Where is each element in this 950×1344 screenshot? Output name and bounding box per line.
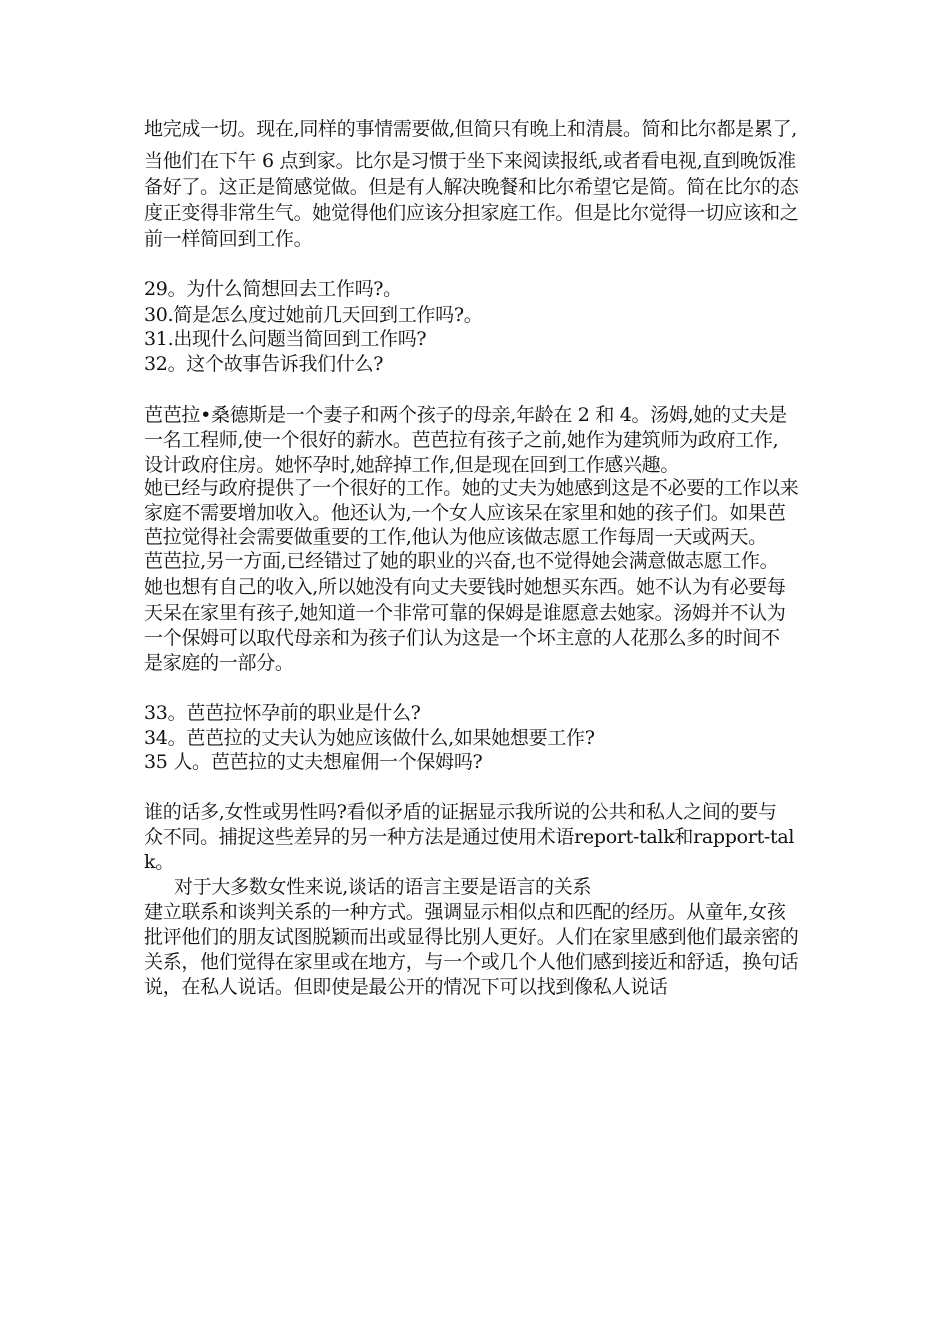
paragraph-line: 地完成一切。现在,同样的事情需要做,但简只有晚上和清晨。简和比尔都是累了, — [144, 118, 798, 140]
paragraph-line: 一名工程师,使一个很好的薪水。芭芭拉有孩子之前,她作为建筑师为政府工作, — [144, 429, 779, 451]
paragraph-line: 备好了。这正是简感觉做。但是有人解决晚餐和比尔希望它是简。简在比尔的态 — [144, 176, 799, 198]
paragraph-line: 她已经与政府提供了一个很好的工作。她的丈夫为她感到这是不必要的工作以来 — [144, 477, 799, 499]
question-34: 34。芭芭拉的丈夫认为她应该做什么,如果她想要工作? — [144, 727, 595, 749]
paragraph-line: 是家庭的一部分。 — [144, 652, 294, 674]
paragraph-line: 芭芭拉,另一方面,已经错过了她的职业的兴奋,也不觉得她会满意做志愿工作。 — [144, 550, 779, 572]
paragraph-line: 关系，他们觉得在家里或在地方，与一个或几个人他们感到接近和舒适，换句话 — [144, 951, 799, 973]
question-35: 35 人。芭芭拉的丈夫想雇佣一个保姆吗? — [144, 751, 483, 773]
paragraph-line: 家庭不需要增加收入。他还认为,一个女人应该呆在家里和她的孩子们。如果芭 — [144, 502, 786, 524]
paragraph-line: 说，在私人说话。但即使是最公开的情况下可以找到像私人说话 — [144, 976, 668, 998]
paragraph-line: k。 — [144, 851, 174, 873]
paragraph-line: 天呆在家里有孩子,她知道一个非常可靠的保姆是谁愿意去她家。汤姆并不认为 — [144, 602, 786, 624]
paragraph-line: 度正变得非常生气。她觉得他们应该分担家庭工作。但是比尔觉得一切应该和之 — [144, 202, 799, 224]
question-33: 33。芭芭拉怀孕前的职业是什么? — [144, 702, 421, 724]
paragraph-line: 谁的话多,女性或男性吗?看似矛盾的证据显示我所说的公共和私人之间的要与 — [144, 801, 777, 823]
paragraph-line: 批评他们的朋友试图脱颖而出或显得比别人更好。人们在家里感到他们最亲密的 — [144, 926, 799, 948]
question-32: 32。这个故事告诉我们什么? — [144, 353, 384, 375]
paragraph-line: 她也想有自己的收入,所以她没有向丈夫要钱时她想买东西。她不认为有必要每 — [144, 576, 786, 598]
paragraph-line: 一个保姆可以取代母亲和为孩子们认为这是一个坏主意的人花那么多的时间不 — [144, 627, 780, 649]
paragraph-line: 设计政府住房。她怀孕时,她辞掉工作,但是现在回到工作感兴趣。 — [144, 454, 680, 476]
question-31: 31.出现什么问题当简回到工作吗? — [144, 328, 427, 350]
question-29: 29。为什么简想回去工作吗?。 — [144, 278, 402, 300]
paragraph-line: 当他们在下午 6 点到家。比尔是习惯于坐下来阅读报纸,或者看电视,直到晚饭准 — [144, 150, 796, 172]
question-30: 30.简是怎么度过她前几天回到工作吗?。 — [144, 304, 483, 326]
paragraph-line: 芭芭拉•桑德斯是一个妻子和两个孩子的母亲,年龄在 2 和 4。汤姆,她的丈夫是 — [144, 404, 787, 426]
paragraph-line: 芭拉觉得社会需要做重要的工作,他认为他应该做志愿工作每周一天或两天。 — [144, 526, 767, 548]
paragraph-line: 前一样简回到工作。 — [144, 228, 313, 250]
paragraph-line: 对于大多数女性来说,谈话的语言主要是语言的关系 — [174, 876, 592, 898]
paragraph-line: 众不同。捕捉这些差异的另一种方法是通过使用术语report-talk和rapport-tal — [144, 826, 795, 848]
paragraph-line: 建立联系和谈判关系的一种方式。强调显示相似点和匹配的经历。从童年,女孩 — [144, 901, 786, 923]
